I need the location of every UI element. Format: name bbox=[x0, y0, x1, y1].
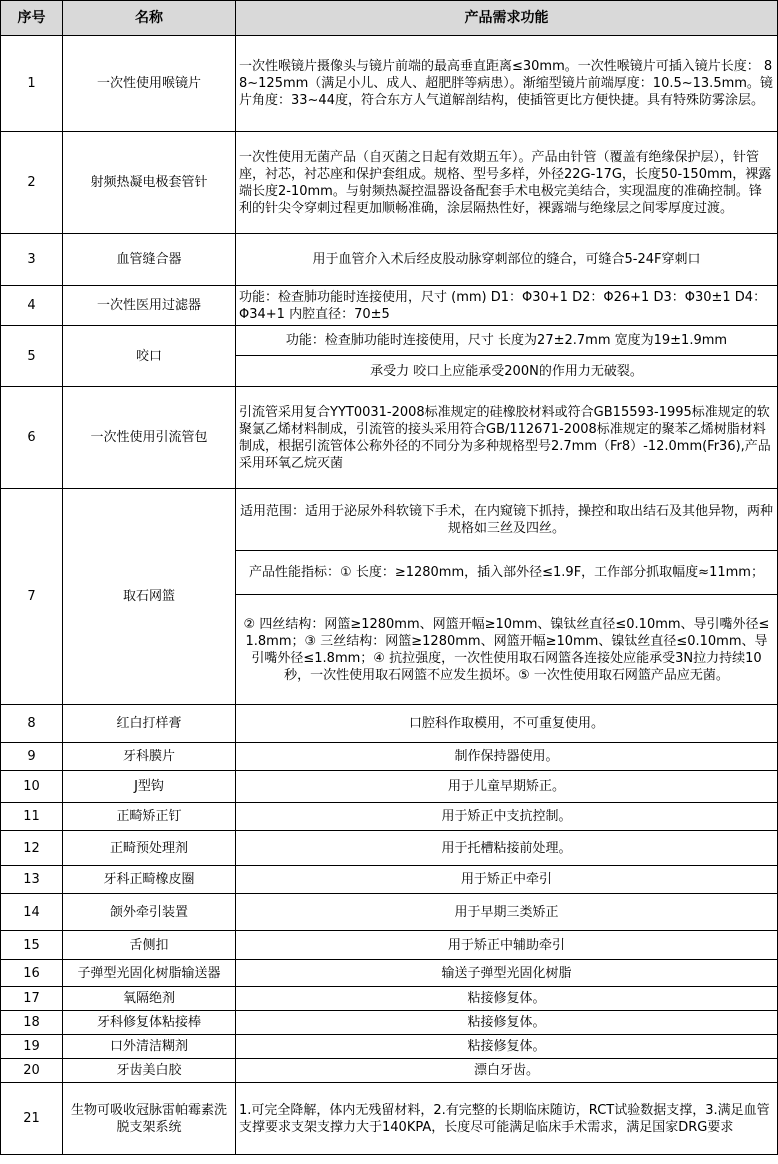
row-number: 3 bbox=[1, 234, 63, 286]
product-function: 功能：检查肺功能时连接使用，尺寸 长度为27±2.7mm 宽度为19±1.9mm bbox=[236, 326, 778, 356]
table-row bbox=[1, 387, 778, 489]
product-function: ② 四丝结构：网篮≥1280mm、网篮开幅≥10mm、镍钛丝直径≤0.10mm、导引嘴外径≤1.8mm；③ 三丝结构：网篮≥1280mm、网篮开幅≥10mm、镍钛丝直径≤0.10mm、导引嘴外径≤1.8mm；④ 抗拉强度，一次性使用取石网篮各连接处应能承受3N拉力持续10秒，一次性使用取石网篮不应发生损坏。⑤ 一次性使用取石网篮产品应无菌。 bbox=[236, 595, 778, 705]
header-number: 序号 bbox=[1, 1, 63, 36]
row-number: 7 bbox=[1, 489, 63, 705]
table-row bbox=[1, 987, 778, 1011]
table-row bbox=[1, 234, 778, 286]
product-name: 血管缝合器 bbox=[63, 234, 236, 286]
product-name: 牙齿美白胶 bbox=[63, 1059, 236, 1083]
product-function: 用于儿童早期矫正。 bbox=[236, 771, 778, 803]
product-function: 承受力 咬口上应能承受200N的作用力无破裂。 bbox=[236, 356, 778, 387]
row-number: 5 bbox=[1, 326, 63, 387]
product-name: 颌外牵引装置 bbox=[63, 894, 236, 931]
product-name: 子弹型光固化树脂输送器 bbox=[63, 960, 236, 987]
table-row bbox=[1, 803, 778, 831]
product-function: 功能：检查肺功能时连接使用，尺寸 (mm) D1：Φ30+1 D2：Φ26+1 D3：Φ30±1 D4：Φ34+1 内腔直径：70±5 bbox=[236, 286, 778, 326]
row-number: 18 bbox=[1, 1011, 63, 1035]
table-row bbox=[1, 771, 778, 803]
row-number: 12 bbox=[1, 831, 63, 866]
product-function: 1.可完全降解，体内无残留材料，2.有完整的长期临床随访，RCT试验数据支撑，3.满足血管支撑要求支架支撑力大于140KPA，长度尽可能满足临床手术需求，满足国家DRG要求 bbox=[236, 1083, 778, 1155]
product-name: 氧隔绝剂 bbox=[63, 987, 236, 1011]
product-name: J型钩 bbox=[63, 771, 236, 803]
table-row bbox=[1, 36, 778, 132]
table-row bbox=[1, 931, 778, 960]
product-function: 粘接修复体。 bbox=[236, 987, 778, 1011]
product-name: 牙科修复体粘接棒 bbox=[63, 1011, 236, 1035]
table-header-row bbox=[1, 1, 778, 36]
table-row bbox=[1, 489, 778, 551]
table-row bbox=[1, 1083, 778, 1155]
product-name: 牙科膜片 bbox=[63, 743, 236, 771]
product-name: 正畸预处理剂 bbox=[63, 831, 236, 866]
product-name: 一次性医用过滤器 bbox=[63, 286, 236, 326]
table-row bbox=[1, 132, 778, 234]
row-number: 2 bbox=[1, 132, 63, 234]
header-function: 产品需求功能 bbox=[236, 1, 778, 36]
product-function: 粘接修复体。 bbox=[236, 1011, 778, 1035]
row-number: 15 bbox=[1, 931, 63, 960]
table-row bbox=[1, 1059, 778, 1083]
product-function: 一次性喉镜片摄像头与镜片前端的最高垂直距离≤30mm。一次性喉镜片可插入镜片长度： 88~125mm（满足小儿、成人、超肥胖等病患）。渐缩型镜片前端厚度：10.5~13.5mm。镜片角度：33~44度，符合东方人气道解剖结构，使插管更比方便快捷。具有特殊防雾涂层。 bbox=[236, 36, 778, 132]
row-number: 20 bbox=[1, 1059, 63, 1083]
product-name: 取石网篮 bbox=[63, 489, 236, 705]
table-row bbox=[1, 326, 778, 356]
table-row bbox=[1, 286, 778, 326]
row-number: 11 bbox=[1, 803, 63, 831]
table-row bbox=[1, 831, 778, 866]
row-number: 14 bbox=[1, 894, 63, 931]
product-name: 正畸矫正钉 bbox=[63, 803, 236, 831]
table-row bbox=[1, 960, 778, 987]
product-name: 一次性使用喉镜片 bbox=[63, 36, 236, 132]
product-function: 引流管采用复合YYT0031-2008标准规定的硅橡胶材料或符合GB15593-1995标准规定的软聚氯乙烯材料制成，引流管的接头采用符合GB/112671-2008标准规定的聚苯乙烯树脂材料制成，根据引流管体公称外径的不同分为多种规格型号2.7mm（Fr8）-12.0mm(Fr36),产品采用环氧乙烷灭菌 bbox=[236, 387, 778, 489]
product-name: 一次性使用引流管包 bbox=[63, 387, 236, 489]
product-name: 牙科正畸橡皮圈 bbox=[63, 866, 236, 894]
product-function: 用于矫正中支抗控制。 bbox=[236, 803, 778, 831]
table-row bbox=[1, 1011, 778, 1035]
table-row bbox=[1, 705, 778, 743]
row-number: 16 bbox=[1, 960, 63, 987]
product-name: 口外清洁糊剂 bbox=[63, 1035, 236, 1059]
product-name: 射频热凝电极套管针 bbox=[63, 132, 236, 234]
product-function: 产品性能指标：① 长度：≥1280mm，插入部外径≤1.9F，工作部分抓取幅度≈11mm； bbox=[236, 551, 778, 595]
row-number: 17 bbox=[1, 987, 63, 1011]
product-name: 舌侧扣 bbox=[63, 931, 236, 960]
table-row bbox=[1, 866, 778, 894]
product-function: 一次性使用无菌产品（自灭菌之日起有效期五年）。产品由针管（覆盖有绝缘保护层），针管座，衬芯，衬芯座和保护套组成。规格、型号多样，外径22G-17G，长度50-150mm，裸露端长度2-10mm。与射频热凝控温器设备配套手术电极完美结合，实现温度的准确控制。锋利的针尖令穿刺过程更加顺畅准确，涂层隔热性好，裸露端与绝缘层之间零厚度过渡。 bbox=[236, 132, 778, 234]
product-function: 用于托槽粘接前处理。 bbox=[236, 831, 778, 866]
row-number: 6 bbox=[1, 387, 63, 489]
product-function: 用于矫正中辅助牵引 bbox=[236, 931, 778, 960]
table-row bbox=[1, 743, 778, 771]
table-row bbox=[1, 894, 778, 931]
row-number: 1 bbox=[1, 36, 63, 132]
product-function: 用于血管介入术后经皮股动脉穿刺部位的缝合，可缝合5-24F穿刺口 bbox=[236, 234, 778, 286]
row-number: 9 bbox=[1, 743, 63, 771]
row-number: 8 bbox=[1, 705, 63, 743]
product-name: 红白打样膏 bbox=[63, 705, 236, 743]
product-function: 口腔科作取模用，不可重复使用。 bbox=[236, 705, 778, 743]
product-name: 生物可吸收冠脉雷帕霉素洗脱支架系统 bbox=[63, 1083, 236, 1155]
product-function: 输送子弹型光固化树脂 bbox=[236, 960, 778, 987]
row-number: 10 bbox=[1, 771, 63, 803]
product-function: 适用范围：适用于泌尿外科软镜下手术，在内窥镜下抓持，操控和取出结石及其他异物，两种规格如三丝及四丝。 bbox=[236, 489, 778, 551]
product-function: 制作保持器使用。 bbox=[236, 743, 778, 771]
product-function: 用于早期三类矫正 bbox=[236, 894, 778, 931]
header-name: 名称 bbox=[63, 1, 236, 36]
product-function: 漂白牙齿。 bbox=[236, 1059, 778, 1083]
row-number: 13 bbox=[1, 866, 63, 894]
row-number: 21 bbox=[1, 1083, 63, 1155]
table-row bbox=[1, 1035, 778, 1059]
product-name: 咬口 bbox=[63, 326, 236, 387]
product-function: 用于矫正中牵引 bbox=[236, 866, 778, 894]
product-function: 粘接修复体。 bbox=[236, 1035, 778, 1059]
row-number: 4 bbox=[1, 286, 63, 326]
row-number: 19 bbox=[1, 1035, 63, 1059]
